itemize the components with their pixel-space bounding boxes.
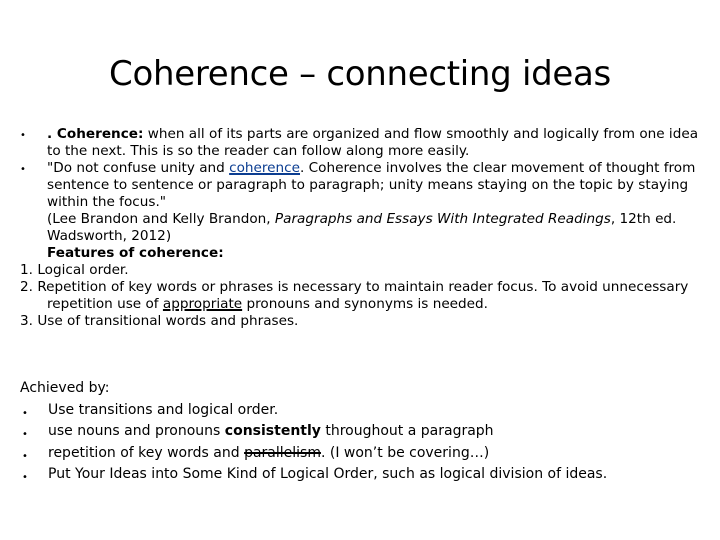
achieved-text-a: use nouns and pronouns [48, 423, 225, 439]
achieved-struck-word: parallelism [244, 444, 321, 461]
achieved-item-4 [20, 464, 710, 486]
feature-number: 3. [20, 313, 33, 329]
bullet-dot: • [22, 472, 28, 483]
feature-underlined-word: appropriate [162, 296, 243, 312]
citation-close: , 12th ed. Wadsworth, 2012) [47, 211, 677, 244]
slide-title: Coherence – connecting ideas [109, 54, 611, 94]
achieved-by-section [20, 378, 710, 486]
feature-text: Use of transitional words and phrases. [37, 313, 299, 329]
achieved-bold-word: consistently [224, 423, 321, 439]
quote-open: "Do not confuse unity and [47, 160, 230, 176]
feature-item-1 [20, 262, 710, 279]
achieved-text-b: . (I won’t be covering…) [320, 444, 490, 461]
bullet-dot: • [20, 164, 26, 175]
features-heading: Features of coherence: [47, 245, 224, 261]
coherence-definition-section [20, 126, 710, 330]
feature-text: Logical order. [37, 262, 129, 278]
bullet-dot: • [22, 407, 28, 419]
achieved-item-3 [20, 443, 710, 465]
citation-open: (Lee Brandon and Kelly Brandon, [47, 211, 275, 227]
bullet-dot: • [20, 130, 26, 141]
achieved-text: Use transitions and logical order. [48, 401, 279, 418]
bullet-coherence-definition [20, 126, 710, 160]
achieved-item-2 [20, 421, 710, 443]
coherence-term: . Coherence: [47, 126, 144, 142]
quote-rest: . Coherence involves the clear movement of thought from sentence to sentence or paragraph to paragraph; unity means staying on the topic by staying within the focus." [47, 160, 696, 210]
achieved-text-b: throughout a paragraph [320, 423, 494, 439]
bullet-brandon-quote [20, 160, 710, 262]
achieved-heading: Achieved by: [20, 380, 110, 396]
feature-number: 2. [20, 279, 33, 295]
bullet-dot: • [22, 429, 28, 440]
feature-number: 1. [20, 262, 33, 278]
achieved-text-a: repetition of key words and [48, 444, 245, 461]
achieved-item-1 [20, 400, 710, 422]
feature-item-3 [20, 313, 710, 330]
coherence-definition-text: when all of its parts are organized and flow smoothly and logically from one idea to the next. This is so the reader can follow along more easily. [47, 126, 699, 159]
feature-text-a: Repetition of key words or phrases is necessary to maintain reader focus. To avoid unnecessary repetition use of [37, 279, 689, 312]
feature-text-b: pronouns and synonyms is needed. [242, 296, 488, 312]
coherence-link[interactable]: coherence [229, 160, 301, 176]
bullet-dot: • [22, 450, 28, 462]
citation-book-title: Paragraphs and Essays With Integrated Readings [274, 211, 611, 227]
achieved-text: Put Your Ideas into Some Kind of Logical Order, such as logical division of ideas. [48, 466, 608, 482]
feature-item-2 [20, 279, 710, 313]
